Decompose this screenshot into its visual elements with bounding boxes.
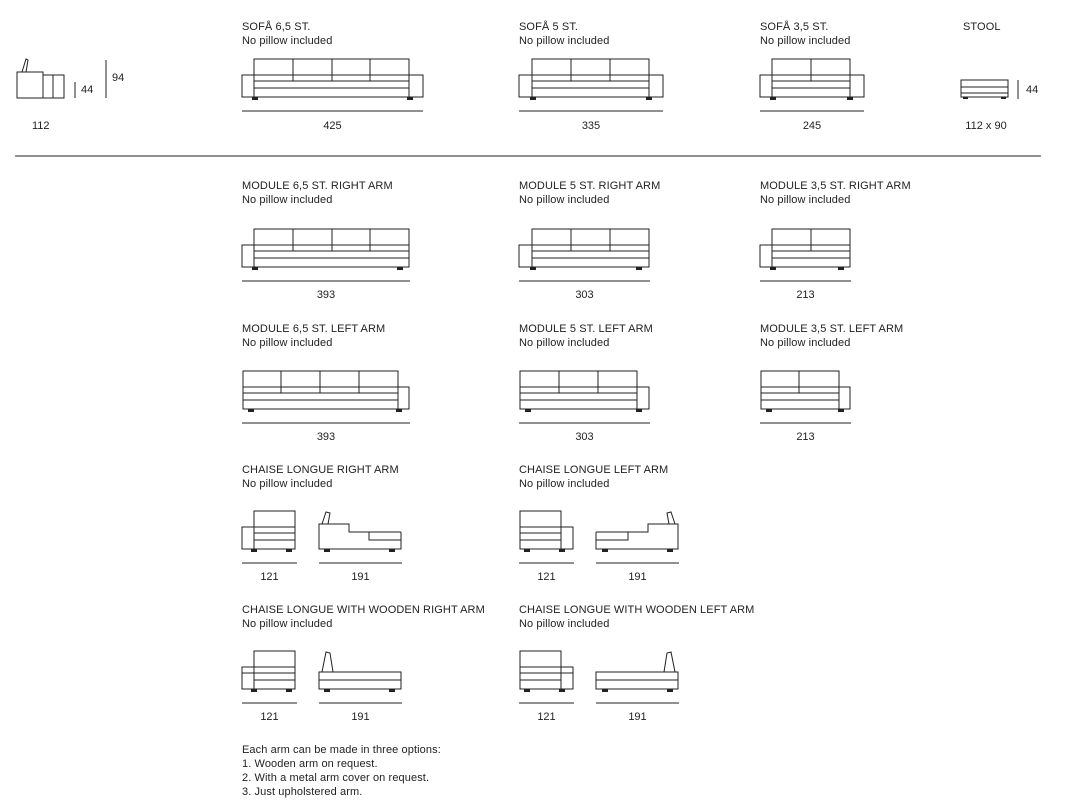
notes-item-2: 2. With a metal arm cover on request. xyxy=(242,772,430,784)
sofa-5-title: SOFÅ 5 ST. xyxy=(519,21,579,33)
chaise-left-dim-a: 121 xyxy=(537,571,556,583)
chaise-left-side-drawing xyxy=(596,510,679,565)
chaise-right-front-drawing xyxy=(242,510,297,565)
chaise-right-subtitle: No pillow included xyxy=(242,478,333,490)
module-5-right-dim: 303 xyxy=(575,289,594,301)
notes-item-3: 3. Just upholstered arm. xyxy=(242,786,363,798)
module-35-left-title: MODULE 3,5 ST. LEFT ARM xyxy=(760,323,904,335)
side-view-drawing xyxy=(14,58,74,103)
stool-height-line xyxy=(1016,80,1020,100)
module-5-right-drawing xyxy=(519,228,650,283)
notes-intro: Each arm can be made in three options: xyxy=(242,744,441,756)
chaise-wooden-right-title: CHAISE LONGUE WITH WOODEN RIGHT ARM xyxy=(242,604,485,616)
module-65-left-dim: 393 xyxy=(316,431,336,443)
chaise-wooden-left-dim-a: 121 xyxy=(537,711,556,723)
module-65-right-title: MODULE 6,5 ST. RIGHT ARM xyxy=(242,180,393,192)
sofa-5-drawing xyxy=(519,58,663,113)
chaise-left-title: CHAISE LONGUE LEFT ARM xyxy=(519,464,669,476)
chaise-right-title: CHAISE LONGUE RIGHT ARM xyxy=(242,464,399,476)
chaise-left-front-drawing xyxy=(519,510,574,565)
side-seat-height: 44 xyxy=(81,84,94,96)
chaise-wooden-right-dim-b: 191 xyxy=(351,711,370,723)
sofa-65-dim: 425 xyxy=(323,120,342,132)
chaise-right-dim-b: 191 xyxy=(351,571,370,583)
side-width: 112 xyxy=(32,120,50,132)
module-5-left-title: MODULE 5 ST. LEFT ARM xyxy=(519,323,653,335)
module-5-left-dim: 303 xyxy=(575,431,594,443)
module-5-right-subtitle: No pillow included xyxy=(519,194,610,206)
side-total-height: 94 xyxy=(112,72,125,84)
module-35-left-subtitle: No pillow included xyxy=(760,337,851,349)
module-35-right-title: MODULE 3,5 ST. RIGHT ARM xyxy=(760,180,911,192)
module-5-left-subtitle: No pillow included xyxy=(519,337,610,349)
sofa-65-subtitle: No pillow included xyxy=(242,35,333,47)
chaise-wooden-right-subtitle: No pillow included xyxy=(242,618,333,630)
sofa-5-dim: 335 xyxy=(581,120,601,132)
sofa-5-subtitle: No pillow included xyxy=(519,35,610,47)
module-35-right-subtitle: No pillow included xyxy=(760,194,851,206)
sofa-65-drawing xyxy=(242,58,423,113)
sofa-35-drawing xyxy=(760,58,864,113)
notes-item-1: 1. Wooden arm on request. xyxy=(242,758,378,770)
stool-title: STOOL xyxy=(963,21,1001,33)
chaise-right-side-drawing xyxy=(319,510,402,565)
chaise-right-dim-a: 121 xyxy=(260,571,279,583)
module-5-left-drawing xyxy=(519,370,650,425)
section-divider xyxy=(15,155,1042,157)
chaise-wooden-right-front-drawing xyxy=(242,650,297,705)
module-65-left-title: MODULE 6,5 ST. LEFT ARM xyxy=(242,323,386,335)
sofa-35-subtitle: No pillow included xyxy=(760,35,851,47)
chaise-wooden-left-title: CHAISE LONGUE WITH WOODEN LEFT ARM xyxy=(519,604,755,616)
chaise-left-dim-b: 191 xyxy=(628,571,647,583)
module-65-right-drawing xyxy=(242,228,410,283)
module-5-right-title: MODULE 5 ST. RIGHT ARM xyxy=(519,180,661,192)
module-35-left-drawing xyxy=(760,370,851,425)
sofa-35-dim: 245 xyxy=(802,120,822,132)
chaise-wooden-right-side-drawing xyxy=(319,650,402,705)
chaise-wooden-left-front-drawing xyxy=(519,650,574,705)
stool-dim: 112 x 90 xyxy=(965,120,1007,132)
chaise-wooden-left-side-drawing xyxy=(596,650,679,705)
module-65-right-subtitle: No pillow included xyxy=(242,194,333,206)
chaise-left-subtitle: No pillow included xyxy=(519,478,610,490)
module-35-right-dim: 213 xyxy=(796,289,815,301)
module-65-left-drawing xyxy=(242,370,410,425)
sofa-65-title: SOFÅ 6,5 ST. xyxy=(242,21,311,33)
module-65-left-subtitle: No pillow included xyxy=(242,337,333,349)
stool-drawing xyxy=(961,80,1011,102)
stool-height: 44 xyxy=(1026,84,1039,96)
chaise-wooden-left-dim-b: 191 xyxy=(628,711,647,723)
module-35-left-dim: 213 xyxy=(796,431,815,443)
module-35-right-drawing xyxy=(760,228,851,283)
sofa-35-title: SOFÅ 3,5 ST. xyxy=(760,21,829,33)
chaise-wooden-right-dim-a: 121 xyxy=(260,711,279,723)
chaise-wooden-left-subtitle: No pillow included xyxy=(519,618,610,630)
module-65-right-dim: 393 xyxy=(316,289,336,301)
